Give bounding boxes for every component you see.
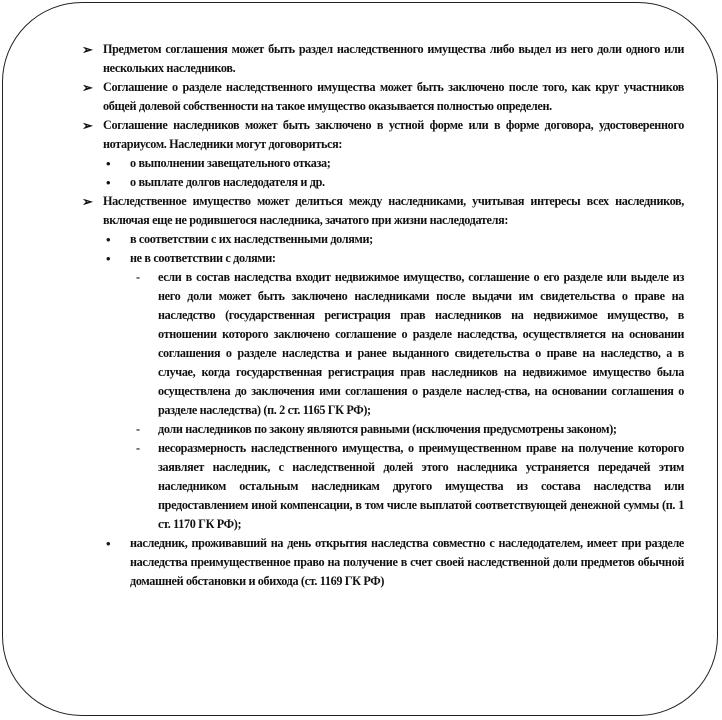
list-item-text: несоразмерность наследственного имущества, о преимущественном праве на получение которого заявляет наследник, с наследственной долей этого наследника устраняется передачей этим наследником остальным наследникам другого имущества из состава наследства или предоставлением иной компенсации, в том числе выплатой соответствующей денежной суммы (п. 1 ст. 1170 ГК РФ); [158, 441, 684, 531]
dot-bullet-icon: • [106, 156, 111, 171]
document-body [80, 40, 684, 591]
sub-sub-list-item [80, 268, 684, 420]
list-item-text: если в состав наследства входит недвижимое имущество, соглашение о его разделе или выделе из него доли может быть заключено наследниками после выдачи им свидетельства о праве на наследство (государственная регистрация прав наследников на недвижимое имущество, в отношении которого заключено соглашение о разделе наследства, осуществляется на основании соглашения о разделе наследства и ранее выданного свидетельства о праве на наследство, а в случае, когда государственная регистрация прав наследников на недвижимое имущество была осуществлена до заключения ими соглашения о разделе наслед-ства, на основании соглашения о разделе наследства) (п. 2 ст. 1165 ГК РФ); [158, 270, 684, 417]
list-item-text: не в соответствии с долями: [130, 251, 276, 265]
list-item-text: в соответствии с их наследственными долями; [130, 232, 373, 246]
list-item-text: Соглашение наследников может быть заключено в устной форме или в форме договора, удостоверенного нотариусом. Наследники могут договориться: [103, 118, 684, 151]
arrow-bullet-icon: ➢ [82, 194, 93, 209]
dot-bullet-icon: • [106, 232, 111, 247]
list-item [80, 40, 684, 78]
list-item-text: наследник, проживавший на день открытия наследства совместно с наследодателем, имеет при разделе наследства преимущественное право на получение в счет своей наследственной доли предметов обычной домашней обстановки и обихода (ст. 1169 ГК РФ) [130, 536, 684, 588]
sub-sub-list-item [80, 439, 684, 534]
dot-bullet-icon: • [106, 251, 111, 266]
list-item [80, 192, 684, 230]
list-item-text: Соглашение о разделе наследственного имущества может быть заключено после того, как круг участников общей долевой собственности на такое имущество оказывается полностью определен. [103, 80, 684, 113]
list-item [80, 116, 684, 154]
list-item-text: Наследственное имущество может делиться между наследниками, учитывая интересы всех наследников, включая еще не родившегося наследника, зачатого при жизни наследодателя: [103, 194, 684, 227]
dash-marker: - [136, 270, 140, 284]
list-item-text: Предметом соглашения может быть раздел наследственного имущества либо выдел из него доли одного или нескольких наследников. [103, 42, 684, 75]
dot-bullet-icon: • [106, 175, 111, 190]
dot-bullet-icon: • [106, 536, 111, 551]
list-item-text: о выполнении завещательного отказа; [130, 156, 331, 170]
list-item-text: о выплате долгов наследодателя и др. [130, 175, 325, 189]
list-item [80, 78, 684, 116]
dash-marker: - [136, 441, 140, 455]
dash-marker: - [136, 422, 140, 436]
sub-list-item [80, 534, 684, 591]
arrow-bullet-icon: ➢ [82, 42, 93, 57]
sub-list-item [80, 230, 684, 249]
sub-list-item [80, 154, 684, 173]
sub-list-item [80, 249, 684, 268]
sub-list-item [80, 173, 684, 192]
arrow-bullet-icon: ➢ [82, 80, 93, 95]
arrow-bullet-icon: ➢ [82, 118, 93, 133]
list-item-text: доли наследников по закону являются равными (исключения предусмотрены законом); [158, 422, 617, 436]
sub-sub-list-item [80, 420, 684, 439]
